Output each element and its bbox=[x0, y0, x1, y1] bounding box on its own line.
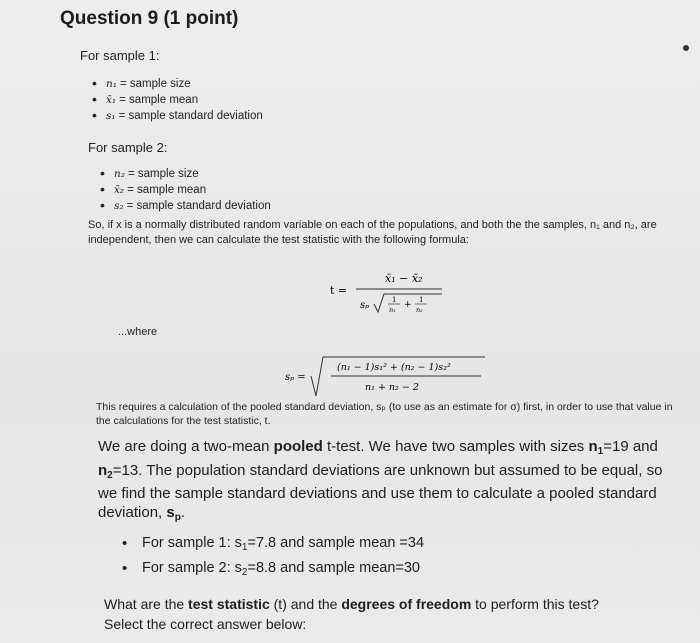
list-item: • x̄₁ = sample mean bbox=[92, 92, 263, 108]
pooled-note: This requires a calculation of the pooled standard deviation, sₚ (to use as an estimate for σ) first, in order to use that value in the calculations for the test statistic, t. bbox=[96, 401, 673, 427]
formula-t-lhs: t = bbox=[330, 284, 348, 297]
list-item: • s₁ = sample standard deviation bbox=[92, 108, 263, 124]
answer-instruction: Select the correct answer below: bbox=[104, 616, 307, 632]
formula-t-n2: n₂ bbox=[416, 306, 423, 314]
list-item: • n₁ = sample size bbox=[92, 76, 263, 92]
problem-statement: We are doing a two-mean pooled t-test. We have two samples with sizes $n_1=19$ and $n_2=13$. The population standard deviations are unknown but assumed to be equal, so we find the sample standard deviations and use them to calculate a pooled standard deviation, $s_p$. bbox=[98, 438, 663, 523]
status-dot bbox=[683, 45, 689, 51]
formula-sp-numerator: (n₁ − 1)s₁² + (n₂ − 1)s₂² bbox=[337, 362, 451, 373]
sample2-list bbox=[100, 166, 271, 214]
formula-t-one-a: 1 bbox=[392, 296, 397, 304]
list-item: • x̄₂ = sample mean bbox=[100, 182, 271, 198]
t-statistic-formula bbox=[330, 262, 470, 322]
given-values-list bbox=[122, 533, 424, 583]
pooled-sd-formula bbox=[285, 352, 505, 402]
formula-t-n1: n₁ bbox=[389, 306, 396, 314]
formula-sp-lhs: sₚ = bbox=[285, 372, 306, 383]
formula-t-sp: sₚ bbox=[360, 300, 370, 311]
sample1-heading: For sample 1: bbox=[80, 48, 160, 63]
list-item: • s₂ = sample standard deviation bbox=[100, 198, 271, 214]
list-item: • For sample 1: $s_1=7.8$ and sample mean =34 bbox=[122, 533, 424, 558]
formula-t-plus: + bbox=[404, 300, 412, 310]
list-item: • n₂ = sample size bbox=[100, 166, 271, 182]
question-prompt: What are the test statistic (t) and the degrees of freedom to perform this test? Select the correct answer below: bbox=[104, 594, 674, 634]
list-item: • For sample 2: $s_2=8.8$ and sample mean=30 bbox=[122, 558, 424, 583]
sample1-list bbox=[92, 76, 263, 124]
formula-t-one-b: 1 bbox=[419, 296, 424, 304]
sample2-heading: For sample 2: bbox=[88, 140, 168, 155]
question-title: Question 9 (1 point) bbox=[60, 8, 239, 29]
intro-paragraph: So, if x is a normally distributed random variable on each of the populations, and both the the samples, n₁ and n₂, are independent, then we can calculate the test statistic with the following formula: bbox=[88, 219, 657, 246]
formula-sp-denominator: n₁ + n₂ − 2 bbox=[365, 382, 419, 393]
formula-t-numerator: x̄₁ − x̄₂ bbox=[385, 272, 423, 285]
where-label: ...where bbox=[118, 326, 158, 338]
